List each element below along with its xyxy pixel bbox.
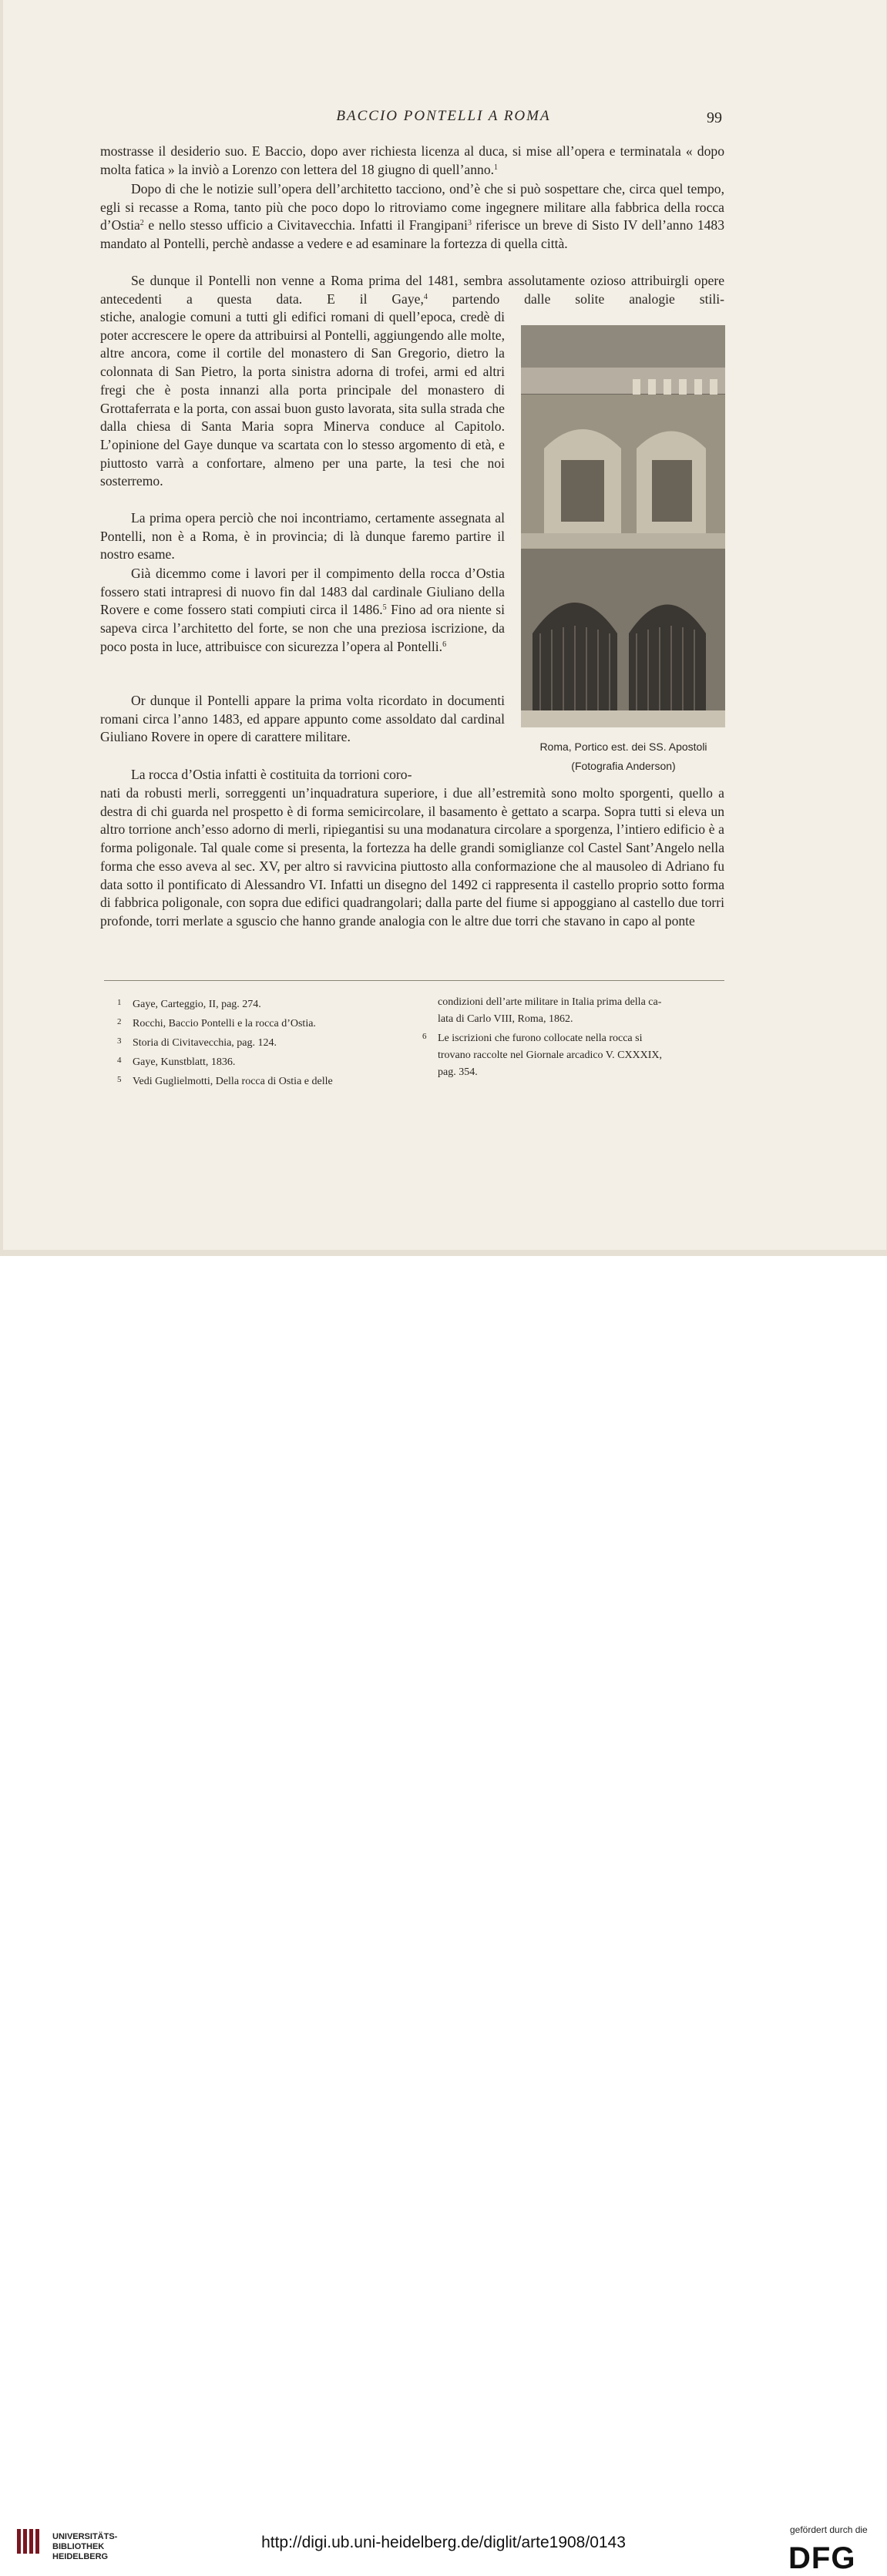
digitization-footer	[0, 1256, 887, 2575]
dfg-logo: DFG	[788, 2541, 856, 2575]
footnote: 6 Le iscrizioni che furono collocate nella rocca si	[422, 1032, 643, 1044]
page-number: 99	[707, 109, 722, 126]
paragraph-4: stiche, analogie comuni a tutti gli edifici romani di quell’epoca, credè di poter accrescere le opere da attribuirsi al Pontelli, aggiungendo alle molte, altre ancora, come il cortile del monastero di San Gregorio, dietro la colonnata di San Pietro, la porta sinistra adorna di trofei, armi ed altri fregi che è posta innanzi alla porta principale del monastero di Grottaferrata e la porta, con assai buon gusto lavorata, sita sulla strada che dalla chiesa di Santa Maria sopra Minerva conduce al Capitolo. L’opinione del Gaye dunque va scartata con lo stesso argomento di età, e piuttosto varrà a confortare, almeno per una parte, la tesi che noi sosterremo.	[100, 309, 505, 489]
footnote: 5 Vedi Guglielmotti, Della rocca di Ostia e delle	[117, 1075, 333, 1087]
paragraph-5: La prima opera perciò che noi incontriamo, certamente assegnata al Pontelli, non è a Roma, è in provincia; di là dunque faremo partire il nostro esame.	[100, 510, 505, 563]
footnote: trovano raccolte nel Giornale arcadico V. CXXXIX,	[438, 1050, 663, 1061]
footnote: 4 Gaye, Kunstblatt, 1836.	[117, 1056, 236, 1068]
paragraph-3: Se dunque il Pontelli non venne a Roma prima del 1481, sembra assolutamente ozioso attribuirgli opere antecedenti a questa data. E il Gaye,$^4$ partendo dalle solite analogie stili-	[100, 273, 724, 307]
sponsor-label: gefördert durch die	[790, 2524, 868, 2535]
paragraph-2: Dopo di che le notizie sull’opera dell’architetto tacciono, ond’è che si può sospettare che, circa quel tempo, egli si recasse a Roma, tanto più che poco dopo lo ritroviamo come ingegnere militare alla fabbrica della rocca d’Ostia$^2$ e nello stesso ufficio a Civitavecchia. Infatti il Frangipani$^3$ riferisce un breve di Sisto IV dell’anno 1483 mandato al Pontelli, perchè andasse a vedere e ad esaminare la fortezza di quella città.	[100, 181, 725, 252]
running-head: BACCIO PONTELLI A ROMA	[336, 108, 551, 124]
footnote: 3 Storia di Civitavecchia, pag. 124.	[117, 1036, 277, 1049]
permalink-url[interactable]: http://digi.ub.uni-heidelberg.de/diglit/arte1908/0143	[261, 2534, 626, 2551]
footnotes-right	[422, 994, 731, 1081]
footnote: condizioni dell’arte militare in Italia prima della ca-	[438, 996, 662, 1008]
paragraph-9: nati da robusti merli, sorreggenti un’inquadratura superiore, i due all’estremità sono molto sporgenti, quello a destra di chi guarda nel prospetto è di forma semicircolare, il basamento è gettato a scarpa. Sopra tutti si eleva un altro torrione anch’esso adorno di merli, ripiegantisi su una modanatura circolare a sporgenza, l’intiero edificio è a forma poligonale. Tal quale come si presenta, la fortezza ha delle grandi somiglianze col Castel Sant’Angelo nella forma che esso aveva al sec. XV, per altro si ravvicina piuttosto alla conformazione che al mausoleo di Adriano fu data sotto il pontificato di Alessandro VI. Infatti un disegno del 1492 ci rappresenta il castello proprio sotto forma di fabbrica poligonale, con sopra due edifici quadrangolari; dalla parte del fiume si appoggiano al castello due torri profonde, torri merlate a sguscio che hanno grande analogia con le altre due torri che stavano in capo al ponte	[100, 785, 724, 929]
library-name: UNIVERSITÄTS- BIBLIOTHEK HEIDELBERG	[52, 2532, 118, 2561]
scanned-page	[0, 0, 887, 1256]
photo-portico-santi-apostoli	[521, 325, 725, 727]
footnote: pag. 354.	[438, 1066, 478, 1078]
footnotes-left	[117, 994, 410, 1090]
paragraph-7: Or dunque il Pontelli appare la prima volta ricordato in documenti romani circa l’anno 1483, ed appare appunto come assoldato dal cardinal Giuliano Rovere in opere di carattere militare.	[100, 693, 505, 745]
footnote: lata di Carlo VIII, Roma, 1862.	[438, 1013, 573, 1025]
footnote: 2 Rocchi, Baccio Pontelli e la rocca d’Ostia.	[117, 1017, 316, 1029]
figure-caption: Roma, Portico est. dei SS. Apostoli	[539, 741, 707, 753]
portico-illustration	[521, 325, 725, 727]
paragraph-8: La rocca d’Ostia infatti è costituita da torrioni coro-	[131, 767, 412, 782]
footnote: 1 Gaye, Carteggio, II, pag. 274.	[117, 998, 261, 1010]
figure-credit: (Fotografia Anderson)	[571, 760, 676, 772]
paragraph-6: Già dicemmo come i lavori per il compimento della rocca d’Ostia fossero stati intrapresi di nuovo fin dal 1483 dal cardinale Giuliano della Rovere e come fossero stati compiuti circa il 1486.$^5$ Fino ad ora niente si sapeva circa l’architetto del forte, se non che una preziosa iscrizione, da poco posta in luce, attribuisce con sicurezza l’opera al Pontelli.$^6$	[100, 566, 505, 654]
footnote-rule	[104, 980, 724, 981]
paragraph-1: mostrasse il desiderio suo. E Baccio, dopo aver richiesta licenza al duca, si mise all’opera e terminatala « dopo molta fatica » la inviò a Lorenzo con lettera del 18 giugno di quell’anno.$^1$	[100, 143, 724, 177]
